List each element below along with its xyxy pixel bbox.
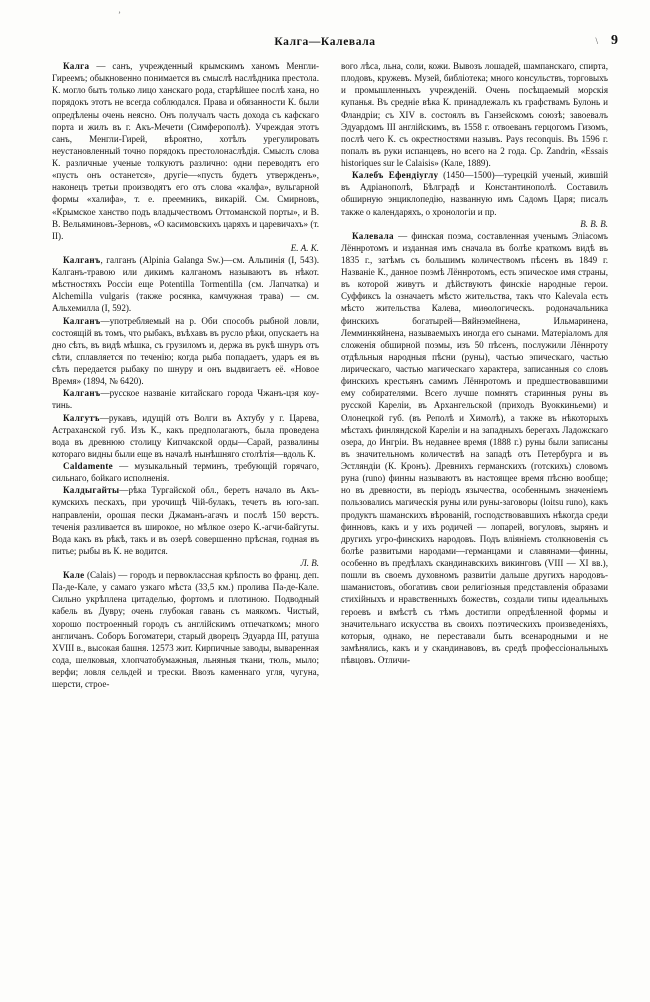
entry-signature: Л. В. xyxy=(300,558,319,568)
entry-signature: Е. А. К. xyxy=(290,242,319,253)
entry-word: Калганъ xyxy=(63,388,101,399)
entry-kaleb xyxy=(341,169,608,218)
entry-text: — музыкальный терминъ, требующій горячаго, сильнаго, бойкаго исполненія. xyxy=(52,461,319,484)
entry-text: (Calais) — городъ и первоклассная крѣпость во франц. деп. Па-де-Кале, у самаго узкаго мѣста (33,5 км.) пролива Па-де-Кале. Сильно укрѣплена цитаделью, фортомъ и плотиною. Подводный кабель въ Дувру; очень глубокая гавань съ маякомъ. Чистый, хорошо построенный городъ съ англійскимъ отпечаткомъ; много англичанъ. Соборъ Богоматери, старый дворецъ Эдуарда III, ратуша XVIII в., высокая башня. 12573 жит. Кирпичные заводы, вываренная сода, шелковыя, хлопчатобумажныя, льняныя ткани, тюль, мыло; верфи; ловля сельдей и трески. Ввозъ каменнаго угля, чугуна, шерсти, строе- xyxy=(52,570,319,690)
entry-text: —рѣка Тургайской обл., беретъ начало въ Акъ-кумскихъ пескахъ, при урочищѣ Чій-булакъ, течетъ въ юго-зап. направленіи, орошая пески Джаманъ-агачъ и послѣ 150 верстъ. теченія разливается въ широкое, но мѣлкое озеро К.-агчи-байгуты. Вода какъ въ рѣкѣ, такъ и въ озерѣ совершенно прѣсная, годная въ питье; рыбы въ К. не водится. xyxy=(52,485,319,556)
entry-word: Калгутъ xyxy=(63,412,100,423)
entry-kaldygayty xyxy=(52,484,319,557)
page-number: 9 xyxy=(611,33,618,48)
entry-text: —русское названіе китайскаго города Чжанъ-цзя коу-тинь. xyxy=(52,388,319,411)
entry-kalga xyxy=(52,60,319,242)
entry-kalgan-city xyxy=(52,387,319,411)
entry-kalgan xyxy=(52,254,319,315)
entry-word: Калдыгайты xyxy=(63,485,120,496)
entry-text: — финская поэма, составленная ученымъ Эліасомъ Лённротомъ и изданная имъ сначала въ болѣе краткомъ видѣ въ 1835 г., затѣмъ съ большимъ количествомъ пѣсенъ въ 1849 г. Названіе К., данное поэмѣ Лённротомъ, есть эпическое имя страны, въ которой живутъ и дѣйствуютъ финскіе народные герои. Суффиксъ la означаетъ мѣсто жительства, такъ что Kalevala есть мѣсто жительства Калева, миѳологическъ. родоначальника финскихъ богатырей—Вяйнэмейнена, Ильмаринена, Лемминкяйнена, называемыхъ иногда его сынами. Матеріаломъ для сложенія обширной поэмы, изъ 50 пѣсенъ, послужили Лённроту отдѣльныя народныя пѣсни (руны), частью эпическаго, частью лирическаго, частью магическаго характера, записанныя со словъ финскихъ крестьянъ самимъ Лённротомъ и предшествовавшими ему собирателями. Всего лучше помнятъ старинныя руны въ русской Кареліи, въ Архангельской (приходъ Вуоккиньеми) и Олонецкой губ. (въ Реполѣ и Химолѣ), а также въ нѣкоторыхъ мѣстахъ финляндской Кареліи и на западныхъ берегахъ Ладожскаго озера, до Ингріи. Въ недавнее время (1888 г.) руны были записаны въ значительномъ количествѣ на западѣ отъ Петербурга и въ Эстляндіи (К. Кронъ). Древнихъ германскихъ (готскихъ) словомъ руна (runo) финны называютъ въ настоящее время пѣсню вообще; но въ древности, въ періодъ язычества, особеннымъ значеніемъ пользовались магическія руны или руны-заговоры (loitsu runo), какъ продуктъ шаманскихъ вѣрованій, господствовавшихъ нѣкогда среди финновъ, какъ и у ихъ родичей — лопарей, вогуловъ, зырянъ и другихъ угро-финскихъ народовъ. Подъ вліяніемъ столкновенія съ болѣе развитыми народами—германцами и славянами—финны, особенно въ предѣлахъ скандинавскихъ викинговъ (VIII — XI вв.), пошли въ своемъ духовномъ развитіи дальше другихъ народовъ-шаманистовъ, обогативъ свои религіозныя представленія образами стихійныхъ и нравственныхъ божествъ, создали типы идеальныхъ героевъ и вмѣстѣ съ тѣмъ достигли опредѣленной формы и значительнаго искусства въ своихъ поэтическихъ произведеніяхъ, которыя, однако, не переставали быть всенародными и не замѣнялись, какъ и у скандинавовъ, въ средѣ профессіональныхъ пѣвцовъ. Отличи- xyxy=(341,230,608,665)
text-columns xyxy=(52,60,608,990)
page-number-mark: \ xyxy=(595,36,598,46)
entry-kale-continuation xyxy=(341,60,608,169)
entry-word: Калганъ xyxy=(63,254,101,265)
entry-word: Калга xyxy=(63,61,90,71)
entry-word: Калевала xyxy=(352,230,394,241)
top-margin-mark: ʼ xyxy=(118,10,121,20)
entry-kalevala xyxy=(341,230,608,667)
entry-text: , галганъ (Alpinia Galanga Sw.)—см. Альпинія (I, 543). Калганъ-травою или дикимъ калганомъ называютъ въ нѣкот. мѣстностяхъ Россіи еще Potentilla Tormentilla (см. Лапчатка) и Alchemilla vulgaris (также росянка, камчужная трава) — см. Альхемилла (I, 592). xyxy=(52,254,319,314)
entry-word: Caldamente xyxy=(63,461,113,471)
entry-text: (1450—1500)—турецкій ученый, жившій въ Адріанополѣ, Бѣлградѣ и Константинополѣ. Составилъ обширную энциклопедію, названную имъ Садомъ Царя; писалъ также о календаряхъ, о хронологіи и пр. xyxy=(341,170,608,217)
right-column xyxy=(341,60,608,990)
entry-text: вого лѣса, льна, соли, кожи. Вывозъ лошадей, шампанскаго, спирта, плодовъ, кружевъ. Музей, библіотека; много консульствъ, торговыхъ и промышленныхъ учрежденій. Очень посѣщаемый морскія купанья. Въ средніе вѣка К. принадлежалъ къ графствамъ Булонь и Фландріи; съ XIV в. состоялъ въ Ганзейскомъ союзѣ; завоевалъ Эдуардомъ III англійскимъ, въ 1558 г. отвоеванъ герцогомъ Гизомъ, послѣ чего К. съ окрестностями назывъ. Pays reconquis. Въ 1596 г. попалъ въ руки испанцевъ, но всего на 2 года. Ср. Zandrin, «Essais historiques sur le Calaisis» (Кале, 1889). xyxy=(341,61,608,168)
entry-caldamente xyxy=(52,460,319,484)
entry-text: —рукавъ, идущій отъ Волги въ Ахтубу у г. Царева, Астраханской губ. Изъ К., какъ предполагаютъ, была проведена вода въ древнюю столицу Кипчакской орды—Сарай, развалины котораго видны были еще въ началѣ нынѣшняго столѣтія—вдоль К. xyxy=(52,412,319,459)
entry-text: — санъ, учрежденный крымскимъ ханомъ Менгли-Гиреемъ; обыкновенно понимается въ смыслѣ наслѣдника престола. К. могло быть только лицо ханскаго рода, старѣйшее послѣ хана, но порядокъ этотъ не всегда соблюдался. Права и обязанности К. были опредѣлены очень неясно. Онъ получалъ часть дохода съ кафскаго порта и жилъ въ г. Акъ-Мечети (Симферополѣ). Учреждая этотъ санъ, Менгли-Гирей, вѣроятно, хотѣлъ урегулировать неустановленный точно порядокъ престолонаслѣдія. Смыслъ слова К. различные ученые толкуютъ различно: одни переводятъ его «пусть онъ останется», другіе—«пусть будетъ утвержденъ», наконецъ третьи производятъ его отъ слова «калфа», вульгарной формы «халифа», т. е. преемникъ, викарій. См. Смирновъ, «Крымское ханство подъ владычествомъ Оттоманской порты», и В. В. Вельяминовъ-Зерновъ, «О касимовскихъ царяхъ и царевичахъ» (т. II). xyxy=(52,61,319,241)
entry-kalgan-fishing xyxy=(52,315,319,388)
entry-text: —употребляемый на р. Оби способъ рыбной ловли, состоящій въ томъ, что рыбакъ, въѣхавъ въ русло рѣки, опускаетъ на дно сѣть, въ видѣ мѣшка, съ грузиломъ и, держа въ рукѣ шнуръ отъ сѣти, сплавляется по теченію; когда рыба попадаетъ, ударъ ея въ сѣть передается рыбаку по шнуру и онъ выдвигаетъ её. «Новое Время» (1894, № 6420). xyxy=(52,315,319,387)
entry-word: Калебъ Ефендіуглу xyxy=(352,170,439,181)
entry-signature: В. В. В. xyxy=(580,218,608,229)
entry-kale xyxy=(52,569,319,690)
entry-word: Кале xyxy=(63,570,85,580)
running-head: Калга—Калевала xyxy=(274,36,376,48)
left-column xyxy=(52,60,319,990)
entry-kalgut xyxy=(52,412,319,461)
entry-word: Калганъ xyxy=(63,315,101,326)
